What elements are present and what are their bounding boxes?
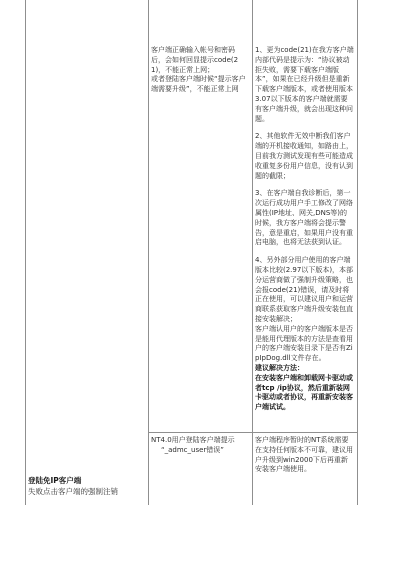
row3-subtitle: 失败点击客户端的强制注销	[28, 486, 118, 496]
table-row-divider	[148, 432, 358, 433]
solution-note: 客户端认用户的客户端版本是否是能用代理版本的方法是查看用户的客户端安装目录下是否有ZipIpDog.dll文件存在。	[255, 324, 353, 363]
solution-item-1: 1、更为code(21)在我方客户端内部代码是提示为：“协议被动拒失败，需要下载客户端版本”，如果在已经升级但是重新下载客户端版本，或者使用版本3.07以下版本的客户端就需要有客户端升级，就会出现这种问题。	[255, 46, 354, 123]
row3-label-cell	[28, 476, 146, 502]
row2-solution-cell	[255, 436, 354, 484]
row1-problem-text-2: 或者登陆客户端时候“提示客户端需要升级”，不能正常上网	[151, 75, 246, 94]
row2-solution-text: 客户端程序暂时的NT系统需要在支持任何版本不可靠，建议用户升级到win2000下后再重新安装客户端使用。	[255, 436, 353, 474]
row1-problem-cell	[151, 46, 247, 126]
table-column-divider-2	[252, 0, 253, 505]
row1-problem-text-1: 客户端正确输入帐号和密码后，会如何回显提示code(21)，不能正常上网；	[151, 46, 239, 74]
table-border-left	[25, 0, 26, 505]
table-border-right	[357, 0, 358, 505]
advice-text: 在安装客户端和卸载网卡驱动或者tcp /ip协议，然后重新装网卡驱动或者协议，再重新安装客户端试试。	[255, 373, 353, 412]
row3-title: 登陆免IP客户端	[28, 476, 82, 485]
solution-item-4: 4、另外部分用户使用的客户端版本比较(2.97以下版本)，本部分运营商做了强制升级策略，也会报code(21)错误，请及时将正在使用，可以建议用户和运营商联系获取客户端升级安装包直接安装解决；	[255, 256, 354, 323]
solution-item-3: 3、在客户端自我诊断后，第一次运行成功用户手工修改了网络属性(IP地址、网关,DNS等)的时候，我方客户端将会提示警告，意是重启，如果用户没有重启电脑，也将无法获到认证。	[255, 189, 353, 247]
row1-solution-cell	[255, 46, 354, 430]
table-column-divider-1	[148, 0, 149, 505]
advice-title: 建议解决方法：	[255, 363, 304, 372]
solution-item-2: 2、其他软件无效中断我们客户端的开机接收通知，如路由上，目前我方测试发现有些可能造成收重复多份用户信息，没有认到题的截限；	[255, 132, 353, 180]
row2-problem-cell	[151, 436, 247, 466]
row2-problem-line-2: “_admc_user错误”	[161, 445, 224, 454]
row2-problem-line-1: NT4.0用户登陆客户端提示	[151, 436, 235, 444]
